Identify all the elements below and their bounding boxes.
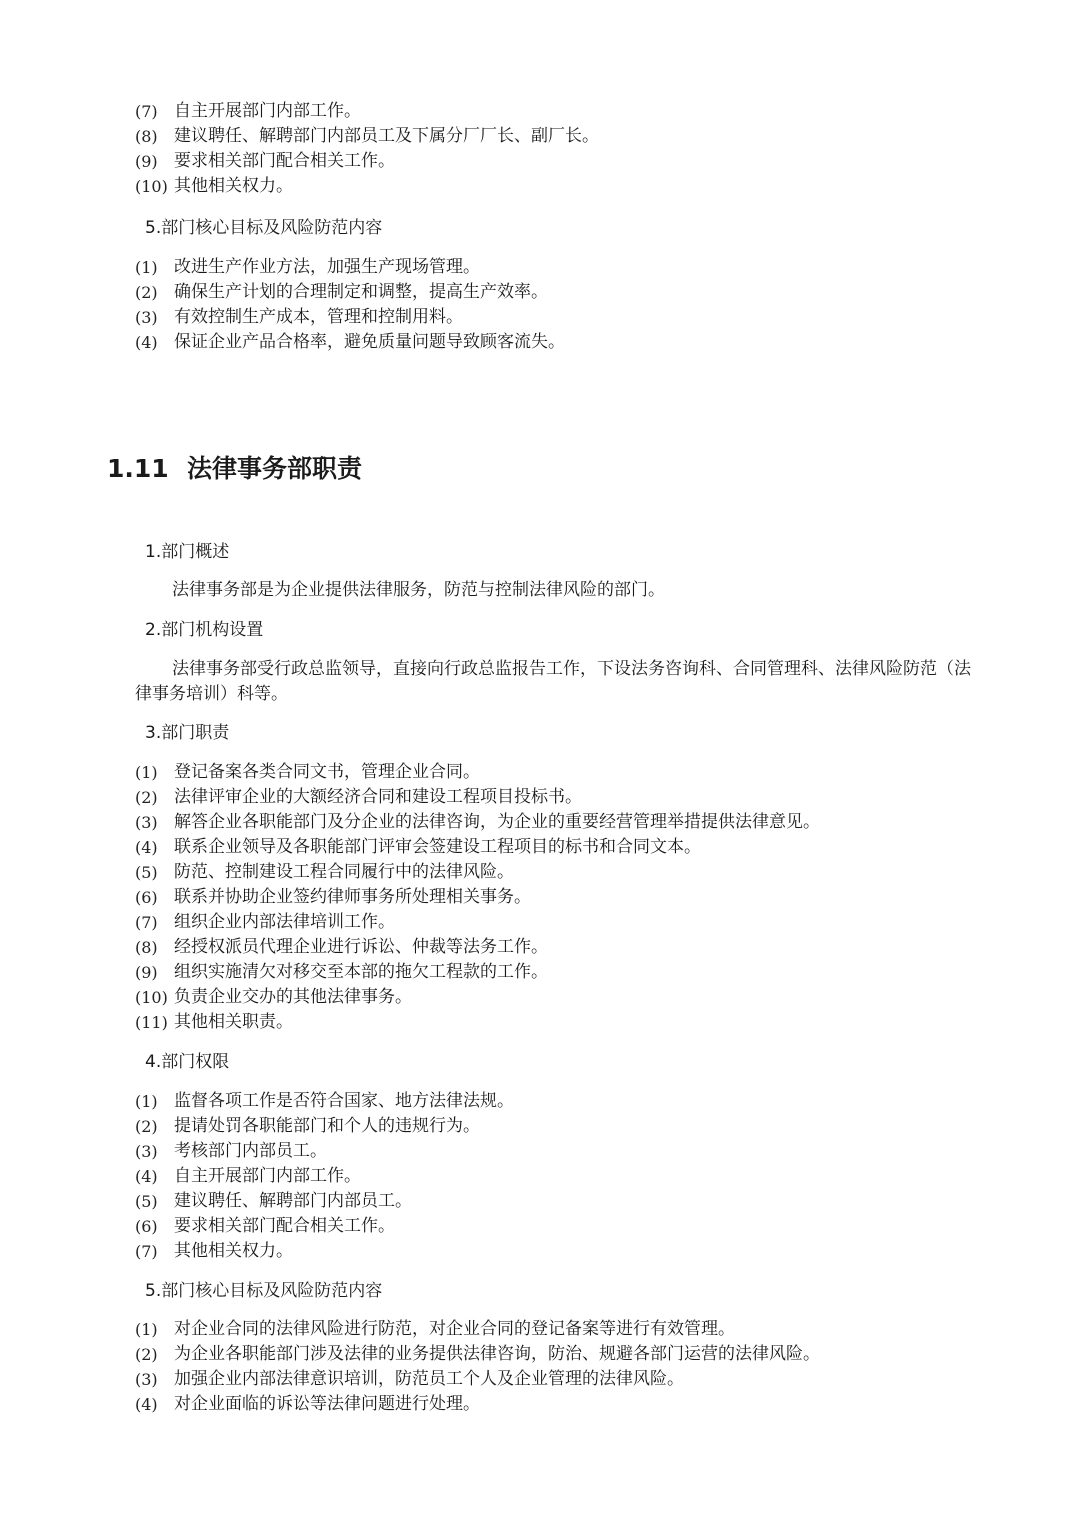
list-item xyxy=(135,149,599,174)
list-item-text: 自主开展部门内部工作。 xyxy=(174,101,361,121)
list-item-number: (4) xyxy=(135,838,158,857)
list-item-text: 有效控制生产成本，管理和控制用料。 xyxy=(174,307,463,327)
list-item-number: (7) xyxy=(135,1242,158,1261)
list-item-number: (1) xyxy=(135,1320,158,1339)
list-item-number: (9) xyxy=(135,963,158,982)
list-item xyxy=(135,174,599,199)
list-item-text: 防范、控制建设工程合同履行中的法律风险。 xyxy=(174,862,514,882)
list-item-number: (7) xyxy=(135,913,158,932)
list-item xyxy=(135,255,565,280)
list-item-number: (5) xyxy=(135,1192,158,1211)
goals-title: 5.部门核心目标及风险防范内容 xyxy=(145,1281,383,1301)
list-item-text: 改进生产作业方法，加强生产现场管理。 xyxy=(174,257,480,277)
list-item-text: 联系企业领导及各职能部门评审会签建设工程项目的标书和合同文本。 xyxy=(174,837,701,857)
list-item xyxy=(135,280,565,305)
list-item xyxy=(135,1317,820,1342)
list-item-text: 加强企业内部法律意识培训，防范员工个人及企业管理的法律风险。 xyxy=(174,1369,684,1389)
list-item xyxy=(135,910,820,935)
list-item-text: 确保生产计划的合理制定和调整，提高生产效率。 xyxy=(174,282,548,302)
list-item-text: 要求相关部门配合相关工作。 xyxy=(174,151,395,171)
list-item xyxy=(135,860,820,885)
list-item-number: (4) xyxy=(135,333,158,352)
list-item-text: 其他相关权力。 xyxy=(174,176,293,196)
section-number: 1.11 xyxy=(107,454,169,483)
list-item xyxy=(135,1214,514,1239)
list-item xyxy=(135,1089,514,1114)
list-item xyxy=(135,1164,514,1189)
list-item xyxy=(135,99,599,124)
list-item-number: (4) xyxy=(135,1395,158,1414)
list-item xyxy=(135,1010,820,1035)
list-item-text: 考核部门内部员工。 xyxy=(174,1141,327,1161)
list-item-text: 法律评审企业的大额经济合同和建设工程项目投标书。 xyxy=(174,787,582,807)
overview-title: 1.部门概述 xyxy=(145,542,230,562)
list-item-number: (3) xyxy=(135,1142,158,1161)
list-item-number: (6) xyxy=(135,888,158,907)
list-item xyxy=(135,1139,514,1164)
list-item-number: (6) xyxy=(135,1217,158,1236)
list-item xyxy=(135,760,820,785)
list-item-number: (3) xyxy=(135,813,158,832)
section-heading xyxy=(107,452,362,486)
duties-title: 3.部门职责 xyxy=(145,723,230,743)
list-item-text: 对企业面临的诉讼等法律问题进行处理。 xyxy=(174,1394,480,1414)
list-item-number: (3) xyxy=(135,1370,158,1389)
rights-list xyxy=(135,1089,514,1264)
structure-title: 2.部门机构设置 xyxy=(145,620,264,640)
list-item-text: 其他相关权力。 xyxy=(174,1241,293,1261)
overview-text: 法律事务部是为企业提供法律服务，防范与控制法律风险的部门。 xyxy=(172,580,665,600)
list-item-number: (2) xyxy=(135,1117,158,1136)
list-item xyxy=(135,1392,820,1417)
list-item-number: (8) xyxy=(135,127,158,146)
list-item xyxy=(135,1114,514,1139)
list-item xyxy=(135,1342,820,1367)
list-item-text: 组织企业内部法律培训工作。 xyxy=(174,912,395,932)
list-item xyxy=(135,1367,820,1392)
list-item-number: (1) xyxy=(135,763,158,782)
list-item xyxy=(135,785,820,810)
list-item-number: (5) xyxy=(135,863,158,882)
list-item xyxy=(135,935,820,960)
list-item xyxy=(135,810,820,835)
list-item-text: 负责企业交办的其他法律事务。 xyxy=(174,987,412,1007)
list-item xyxy=(135,985,820,1010)
list-item xyxy=(135,960,820,985)
top-goals-list xyxy=(135,255,565,355)
list-item-number: (2) xyxy=(135,283,158,302)
list-item-text: 解答企业各职能部门及分企业的法律咨询，为企业的重要经营管理举措提供法律意见。 xyxy=(174,812,820,832)
list-item xyxy=(135,330,565,355)
list-item-number: (11) xyxy=(135,1013,168,1032)
list-item-number: (10) xyxy=(135,988,168,1007)
list-item-number: (2) xyxy=(135,788,158,807)
top-goals-title: 5.部门核心目标及风险防范内容 xyxy=(145,218,383,238)
list-item-text: 经授权派员代理企业进行诉讼、仲裁等法务工作。 xyxy=(174,937,548,957)
list-item xyxy=(135,835,820,860)
list-item-number: (10) xyxy=(135,177,168,196)
section-title: 法律事务部职责 xyxy=(187,454,363,483)
rights-title: 4.部门权限 xyxy=(145,1052,230,1072)
goals-list xyxy=(135,1317,820,1417)
list-item xyxy=(135,124,599,149)
list-item-text: 提请处罚各职能部门和个人的违规行为。 xyxy=(174,1116,480,1136)
list-item-text: 建议聘任、解聘部门内部员工及下属分厂厂长、副厂长。 xyxy=(174,126,599,146)
list-item-number: (2) xyxy=(135,1345,158,1364)
list-item-text: 保证企业产品合格率，避免质量问题导致顾客流失。 xyxy=(174,332,565,352)
list-item-number: (9) xyxy=(135,152,158,171)
list-item-number: (4) xyxy=(135,1167,158,1186)
list-item-number: (1) xyxy=(135,258,158,277)
list-item-text: 要求相关部门配合相关工作。 xyxy=(174,1216,395,1236)
list-item-text: 登记备案各类合同文书，管理企业合同。 xyxy=(174,762,480,782)
list-item-text: 对企业合同的法律风险进行防范，对企业合同的登记备案等进行有效管理。 xyxy=(174,1319,735,1339)
list-item-number: (1) xyxy=(135,1092,158,1111)
structure-text: 法律事务部受行政总监领导，直接向行政总监报告工作，下设法务咨询科、合同管理科、法律风险防范（法律事务培训）科等。 xyxy=(135,659,971,704)
list-item-number: (3) xyxy=(135,308,158,327)
list-item-text: 自主开展部门内部工作。 xyxy=(174,1166,361,1186)
duties-list xyxy=(135,760,820,1035)
list-item xyxy=(135,1239,514,1264)
list-item-text: 建议聘任、解聘部门内部员工。 xyxy=(174,1191,412,1211)
list-item-text: 为企业各职能部门涉及法律的业务提供法律咨询，防治、规避各部门运营的法律风险。 xyxy=(174,1344,820,1364)
top-rights-list xyxy=(135,99,599,199)
list-item-number: (7) xyxy=(135,102,158,121)
list-item-text: 联系并协助企业签约律师事务所处理相关事务。 xyxy=(174,887,531,907)
list-item-text: 监督各项工作是否符合国家、地方法律法规。 xyxy=(174,1091,514,1111)
list-item xyxy=(135,305,565,330)
list-item xyxy=(135,885,820,910)
list-item xyxy=(135,1189,514,1214)
list-item-number: (8) xyxy=(135,938,158,957)
list-item-text: 其他相关职责。 xyxy=(174,1012,293,1032)
list-item-text: 组织实施清欠对移交至本部的拖欠工程款的工作。 xyxy=(174,962,548,982)
